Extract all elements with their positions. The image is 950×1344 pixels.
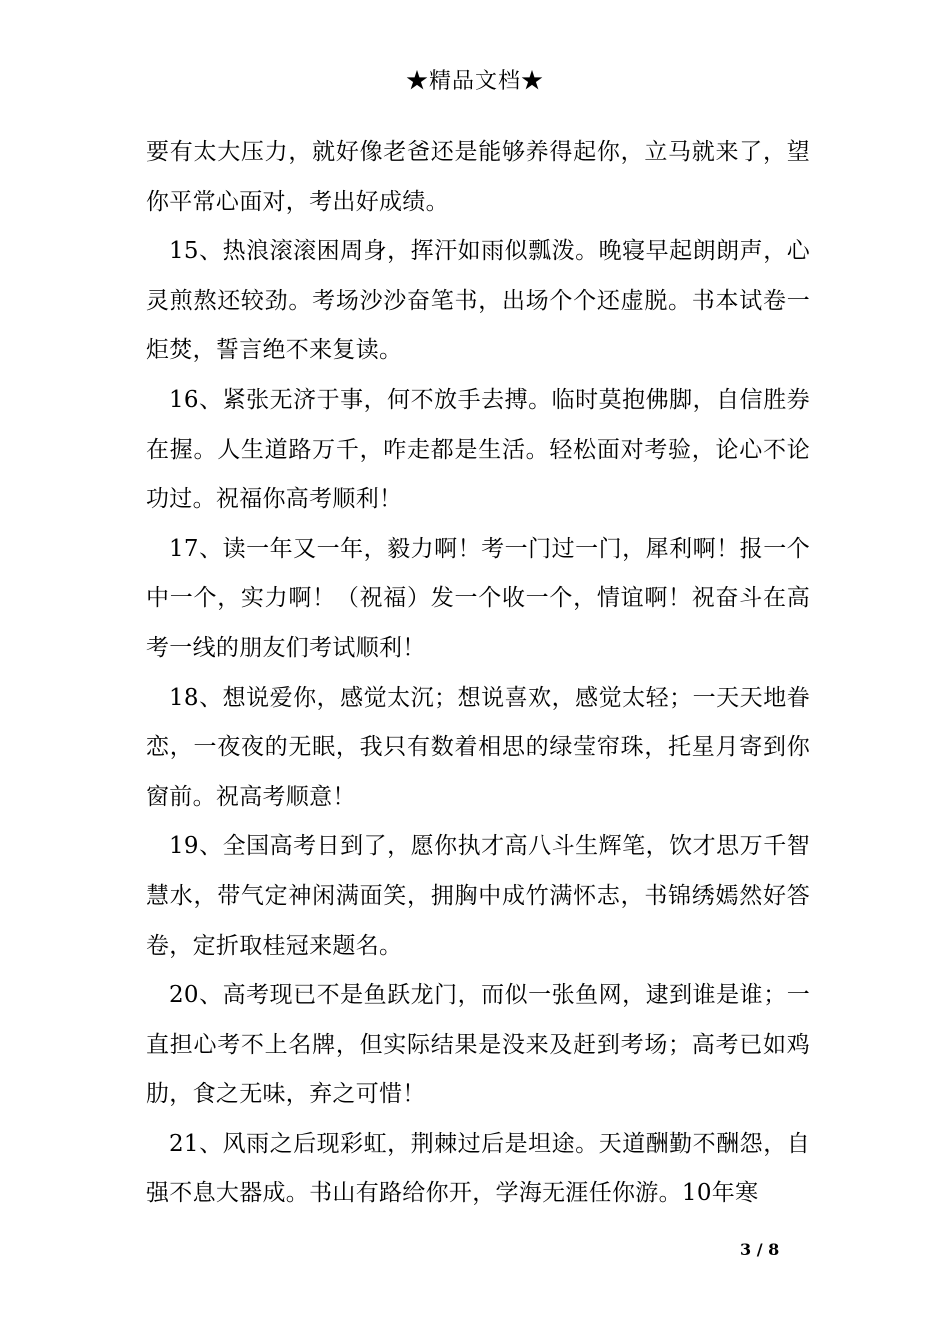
paragraph-item-20: 20、高考现已不是鱼跃龙门，而似一张鱼网，逮到谁是谁；一直担心考不上名牌，但实际结果是没来及赶到考场；高考已如鸡肋，食之无味，弃之可惜！ <box>146 982 810 1108</box>
paragraph-item-21: 21、风雨之后现彩虹，荆棘过后是坦途。天道酬勤不酬怨，自强不息大器成。书山有路给你开，学海无涯任你游。10年寒 <box>146 1130 810 1207</box>
paragraph-item-19: 19、全国高考日到了，愿你执才高八斗生辉笔，饮才思万千智慧水，带气定神闲满面笑，拥胸中成竹满怀志，书锦绣嫣然好答卷，定折取桂冠来题名。 <box>146 833 810 959</box>
paragraph-item-16: 16、紧张无济于事，何不放手去搏。临时莫抱佛脚，自信胜券在握。人生道路万千，咋走都是生活。轻松面对考验，论心不论功过。祝福你高考顺利！ <box>146 386 810 513</box>
page-number: 3 / 8 <box>740 1240 780 1259</box>
document-header-title: ★精品文档★ <box>405 69 544 94</box>
paragraph-item-18: 18、想说爱你，感觉太沉；想说喜欢，感觉太轻；一天天地眷恋，一夜夜的无眠，我只有数着相思的绿莹帘珠，托星月寄到你窗前。祝高考顺意！ <box>146 684 810 810</box>
paragraph-continuation: 要有太大压力，就好像老爸还是能够养得起你，立马就来了，望你平常心面对，考出好成绩。 <box>146 139 810 215</box>
paragraph-item-15: 15、热浪滚滚困周身，挥汗如雨似瓢泼。晚寝早起朗朗声，心灵煎熬还较劲。考场沙沙奋笔书，出场个个还虚脱。书本试卷一炬焚，誓言绝不来复读。 <box>146 238 810 364</box>
paragraph-item-17: 17、读一年又一年，毅力啊！考一门过一门，犀利啊！报一个中一个，实力啊！（祝福）发一个收一个，情谊啊！祝奋斗在高考一线的朋友们考试顺利！ <box>146 535 810 661</box>
document-body <box>146 128 810 1219</box>
